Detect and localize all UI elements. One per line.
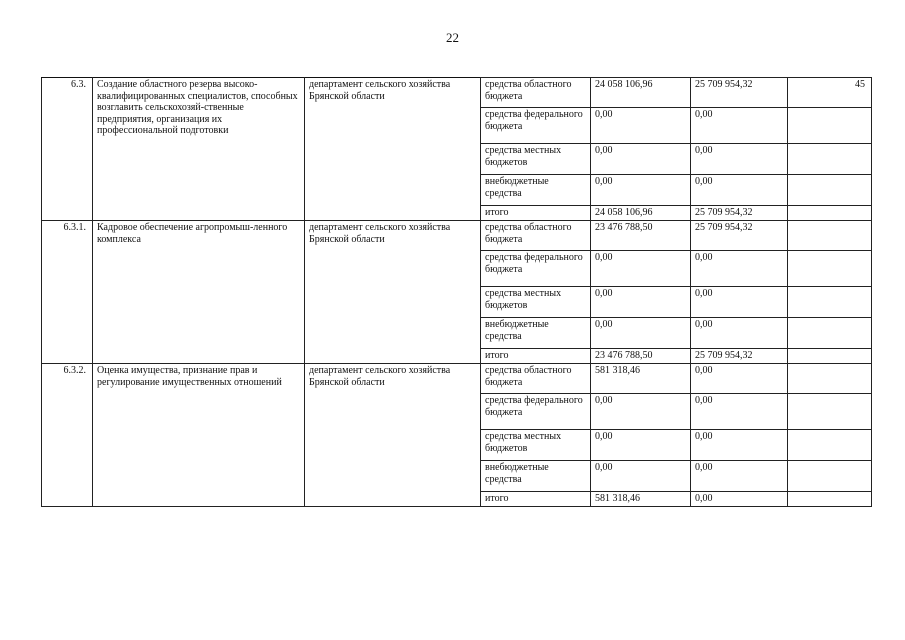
- extra-column: 45: [788, 78, 872, 108]
- amount-column-1: 0,00: [591, 461, 691, 492]
- page-number: 22: [446, 30, 459, 45]
- funding-source: средства местных бюджетов: [481, 144, 591, 175]
- table-row: [42, 221, 872, 251]
- item-executor: департамент сельского хозяйства Брянской области: [305, 78, 481, 221]
- funding-source: средства местных бюджетов: [481, 287, 591, 318]
- amount-column-2: 25 709 954,32: [691, 78, 788, 108]
- amount-column-2: 25 709 954,32: [691, 221, 788, 251]
- amount-column-2: 0,00: [691, 394, 788, 430]
- item-number: 6.3.: [42, 78, 93, 221]
- amount-column-1: 0,00: [591, 430, 691, 461]
- funding-source: внебюджетные средства: [481, 461, 591, 492]
- budget-table-body: [42, 78, 872, 507]
- amount-column-2: 0,00: [691, 175, 788, 206]
- budget-table: [41, 77, 872, 507]
- extra-column: [788, 206, 872, 221]
- item-title: Создание областного резерва высоко-квалифицированных специалистов, способных возглавить сельскохозяй-ственные предприятия, организация их профессиональной подготовки: [93, 78, 305, 221]
- amount-column-2: 0,00: [691, 461, 788, 492]
- extra-column: [788, 175, 872, 206]
- amount-column-2: 0,00: [691, 144, 788, 175]
- amount-column-2: 0,00: [691, 287, 788, 318]
- funding-source: итого: [481, 492, 591, 507]
- funding-source: средства местных бюджетов: [481, 430, 591, 461]
- amount-column-2: 0,00: [691, 318, 788, 349]
- amount-column-2: 0,00: [691, 364, 788, 394]
- amount-column-1: 581 318,46: [591, 492, 691, 507]
- amount-column-1: 0,00: [591, 287, 691, 318]
- funding-source: итого: [481, 349, 591, 364]
- funding-source: внебюджетные средства: [481, 318, 591, 349]
- funding-source: средства областного бюджета: [481, 78, 591, 108]
- extra-column: [788, 461, 872, 492]
- extra-column: [788, 394, 872, 430]
- extra-column: [788, 221, 872, 251]
- amount-column-1: 581 318,46: [591, 364, 691, 394]
- table-row: [42, 364, 872, 394]
- amount-column-1: 24 058 106,96: [591, 78, 691, 108]
- extra-column: [788, 349, 872, 364]
- amount-column-1: 23 476 788,50: [591, 221, 691, 251]
- funding-source: внебюджетные средства: [481, 175, 591, 206]
- amount-column-1: 0,00: [591, 251, 691, 287]
- amount-column-1: 0,00: [591, 108, 691, 144]
- item-number: 6.3.1.: [42, 221, 93, 364]
- item-number: 6.3.2.: [42, 364, 93, 507]
- extra-column: [788, 430, 872, 461]
- funding-source: средства областного бюджета: [481, 364, 591, 394]
- funding-source: средства федерального бюджета: [481, 251, 591, 287]
- funding-source: средства федерального бюджета: [481, 394, 591, 430]
- amount-column-2: 25 709 954,32: [691, 349, 788, 364]
- amount-column-1: 0,00: [591, 318, 691, 349]
- extra-column: [788, 287, 872, 318]
- amount-column-1: 0,00: [591, 394, 691, 430]
- funding-source: средства областного бюджета: [481, 221, 591, 251]
- extra-column: [788, 251, 872, 287]
- extra-column: [788, 108, 872, 144]
- amount-column-2: 0,00: [691, 430, 788, 461]
- amount-column-2: 25 709 954,32: [691, 206, 788, 221]
- item-title: Кадровое обеспечение агропромыш-ленного комплекса: [93, 221, 305, 364]
- funding-source: итого: [481, 206, 591, 221]
- amount-column-2: 0,00: [691, 251, 788, 287]
- item-executor: департамент сельского хозяйства Брянской области: [305, 364, 481, 507]
- item-executor: департамент сельского хозяйства Брянской области: [305, 221, 481, 364]
- amount-column-2: 0,00: [691, 108, 788, 144]
- extra-column: [788, 144, 872, 175]
- amount-column-1: 0,00: [591, 144, 691, 175]
- amount-column-1: 0,00: [591, 175, 691, 206]
- funding-source: средства федерального бюджета: [481, 108, 591, 144]
- extra-column: [788, 364, 872, 394]
- extra-column: [788, 318, 872, 349]
- amount-column-2: 0,00: [691, 492, 788, 507]
- amount-column-1: 23 476 788,50: [591, 349, 691, 364]
- extra-column: [788, 492, 872, 507]
- item-title: Оценка имущества, признание прав и регулирование имущественных отношений: [93, 364, 305, 507]
- amount-column-1: 24 058 106,96: [591, 206, 691, 221]
- table-row: [42, 78, 872, 108]
